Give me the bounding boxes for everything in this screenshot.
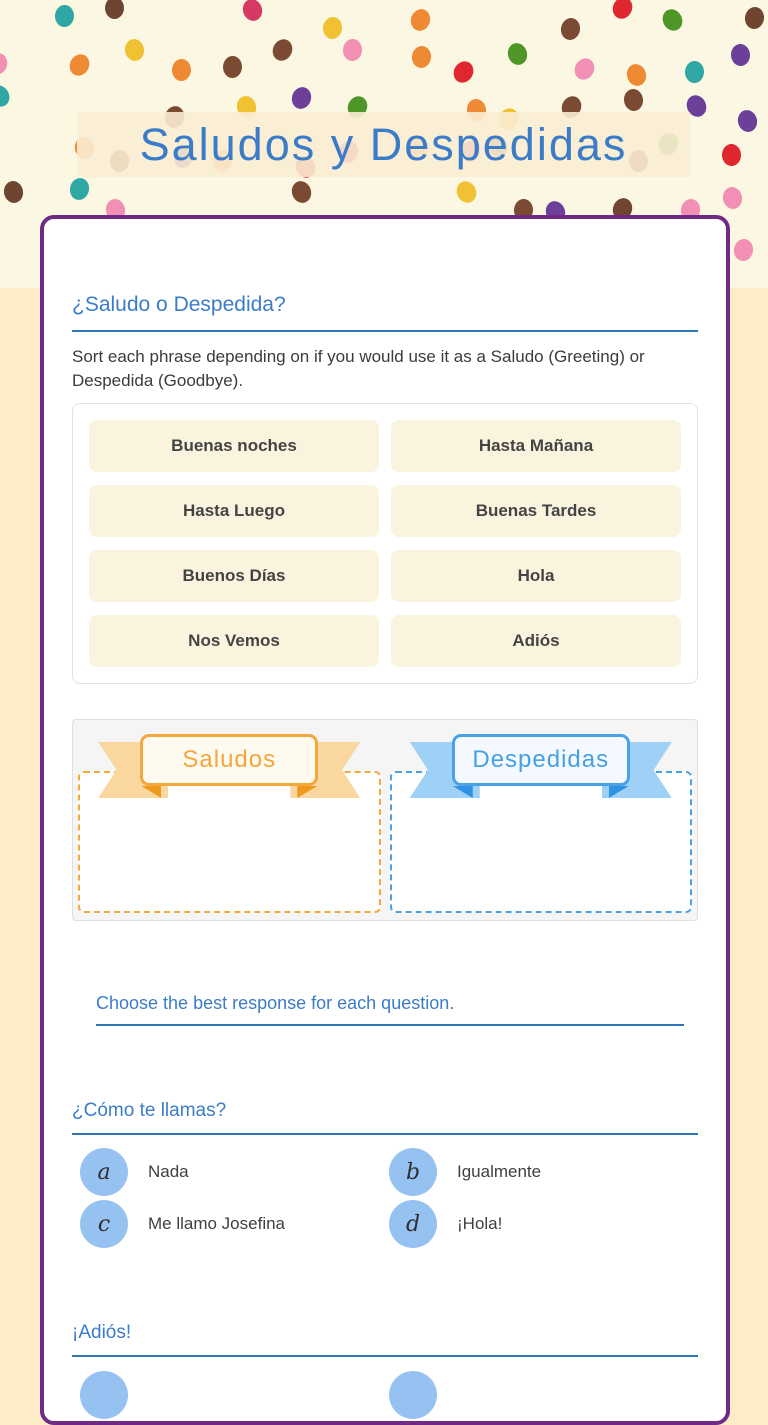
confetti-dot bbox=[223, 55, 243, 78]
choice-section-heading: Choose the best response for each question. bbox=[96, 991, 684, 1026]
despedidas-zone bbox=[390, 725, 693, 915]
option-label: ¡Hola! bbox=[457, 1214, 503, 1233]
phrase-chip[interactable]: Nos Vemos bbox=[89, 615, 379, 667]
phrase-chip[interactable]: Hola bbox=[391, 550, 681, 602]
option-label: Igualmente bbox=[457, 1162, 542, 1181]
option-letter-badge[interactable]: a bbox=[80, 1148, 128, 1196]
saludos-zone bbox=[78, 725, 381, 915]
option-label: Nada bbox=[148, 1162, 189, 1181]
question-1-prompt: ¿Cómo te llamas? bbox=[72, 1098, 698, 1135]
confetti-dot bbox=[240, 0, 265, 24]
confetti-dot bbox=[505, 41, 530, 68]
confetti-dot bbox=[66, 51, 93, 79]
saludos-label: Saludos bbox=[140, 734, 318, 786]
saludos-ribbon bbox=[98, 734, 360, 800]
confetti-dot bbox=[571, 55, 598, 83]
confetti-dot bbox=[1, 180, 24, 205]
confetti-dot bbox=[54, 5, 74, 28]
confetti-dot bbox=[105, 0, 124, 19]
confetti-dot bbox=[721, 186, 744, 211]
confetti-dot bbox=[744, 6, 766, 31]
worksheet-card bbox=[40, 215, 730, 1425]
confetti-dot bbox=[684, 61, 704, 84]
sort-instructions: Sort each phrase depending on if you would use it as a Saludo (Greeting) or Despedida (Goodbye). bbox=[72, 347, 645, 390]
option-letter-badge[interactable]: b bbox=[389, 1148, 437, 1196]
confetti-dot bbox=[0, 50, 11, 78]
option-b[interactable] bbox=[389, 1148, 698, 1196]
phrase-chip[interactable]: Buenos Días bbox=[89, 550, 379, 602]
confetti-dot bbox=[624, 62, 649, 89]
confetti-dot bbox=[269, 36, 296, 64]
confetti-dot bbox=[124, 38, 147, 63]
option-letter-badge[interactable] bbox=[389, 1371, 437, 1419]
confetti-dot bbox=[410, 45, 432, 69]
option-d[interactable] bbox=[389, 1200, 698, 1248]
confetti-dot bbox=[721, 144, 741, 167]
option-letter-badge[interactable]: d bbox=[389, 1200, 437, 1248]
confetti-dot bbox=[450, 57, 477, 85]
despedidas-ribbon bbox=[410, 734, 672, 800]
phrase-bank bbox=[72, 403, 698, 684]
confetti-dot bbox=[454, 178, 481, 206]
page-title: Saludos y Despedidas bbox=[139, 118, 628, 170]
sort-section-heading: ¿Saludo o Despedida? bbox=[72, 290, 698, 332]
confetti-dot bbox=[622, 88, 644, 112]
option-partial[interactable] bbox=[389, 1371, 698, 1419]
option-partial[interactable] bbox=[80, 1371, 389, 1419]
confetti-dot bbox=[659, 6, 686, 34]
confetti-dot bbox=[736, 108, 760, 134]
confetti-dot bbox=[559, 16, 582, 41]
option-a[interactable] bbox=[80, 1148, 389, 1196]
phrase-chip[interactable]: Hasta Mañana bbox=[391, 420, 681, 472]
question-1-options bbox=[72, 1148, 698, 1248]
confetti-dot bbox=[342, 39, 363, 63]
sort-drop-panel bbox=[72, 719, 698, 921]
phrase-chip[interactable]: Hasta Luego bbox=[89, 485, 379, 537]
phrase-chip[interactable]: Buenas Tardes bbox=[391, 485, 681, 537]
confetti-dot bbox=[609, 0, 635, 22]
confetti-dot bbox=[68, 176, 91, 202]
confetti-dot bbox=[408, 7, 433, 34]
confetti-dot bbox=[732, 238, 755, 263]
confetti-dot bbox=[289, 179, 314, 206]
option-letter-badge[interactable]: c bbox=[80, 1200, 128, 1248]
phrase-chip[interactable]: Adiós bbox=[391, 615, 681, 667]
option-letter-badge[interactable] bbox=[80, 1371, 128, 1419]
confetti-dot bbox=[171, 58, 191, 81]
option-label: Me llamo Josefina bbox=[148, 1214, 286, 1233]
confetti-dot bbox=[321, 16, 343, 40]
despedidas-label: Despedidas bbox=[452, 734, 630, 786]
phrase-chip[interactable]: Buenas noches bbox=[89, 420, 379, 472]
question-2-prompt: ¡Adiós! bbox=[72, 1320, 698, 1357]
option-c[interactable] bbox=[80, 1200, 389, 1248]
question-2-options bbox=[72, 1371, 698, 1419]
confetti-dot bbox=[289, 85, 314, 112]
title-banner bbox=[77, 112, 690, 177]
confetti-dot bbox=[0, 82, 13, 110]
confetti-dot bbox=[730, 43, 750, 66]
